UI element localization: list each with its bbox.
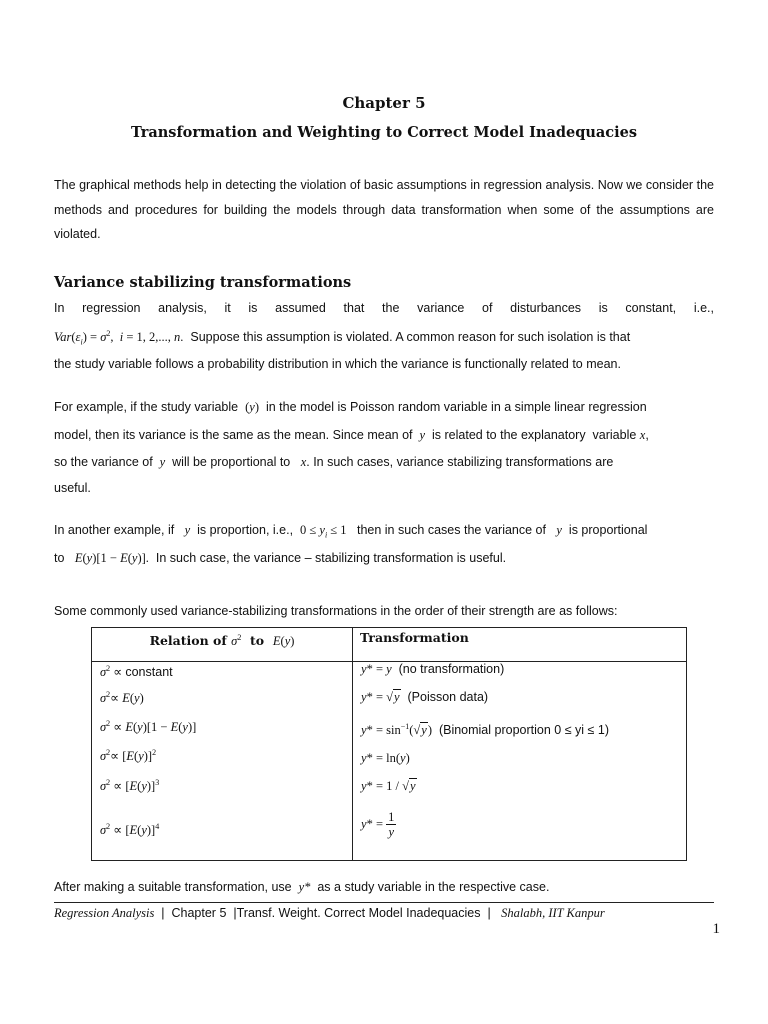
- header-transformation: Transformation: [353, 628, 687, 662]
- transformation-row-2: y* = √y (Poisson data): [361, 690, 489, 704]
- relation-column: [92, 662, 353, 861]
- footer-chapter: Chapter 5: [171, 906, 227, 920]
- p2-line2: model, then its variance is the same as the mean. Since mean of y is related to the explanatory variable x,: [54, 428, 649, 442]
- p5-line: After making a suitable transformation, use y* as a study variable in the respective case.: [54, 880, 550, 894]
- relation-row-1: $\sigma^2$ ∝ constant: [100, 664, 173, 680]
- chapter-label: Chapter 5: [342, 94, 426, 112]
- p1-line2: $Var(\varepsilon_i) = \sigma^2$, i = 1, 2,..., n. Suppose this assumption is violated. A common reason for such isolation is that: [54, 329, 631, 347]
- footer-topic: Transf. Weight. Correct Model Inadequacies: [236, 906, 481, 920]
- header-relation: Relation of $\sigma^2$ to E(y): [92, 628, 353, 662]
- footer: Regression Analysis | Chapter 5 |Transf. Weight. Correct Model Inadequacies | Shalabh, IIT Kanpur: [54, 906, 605, 920]
- page-number: 1: [712, 921, 720, 937]
- transformation-row-5: y* = 1 / √y: [361, 779, 416, 793]
- transformation-table: [91, 627, 687, 861]
- p1-var-formula: Var: [54, 330, 72, 345]
- p2-line1: For example, if the study variable (y) in the model is Poisson random variable in a simple linear regression: [54, 400, 647, 414]
- fraction-one-over-y: $\frac{1}{y}$: [388, 810, 395, 839]
- table-header-row: [92, 628, 687, 662]
- p1-line2-text: Suppose this assumption is violated. A common reason for such isolation is that: [190, 330, 631, 345]
- footer-author: Shalabh, IIT Kanpur: [501, 906, 605, 920]
- footer-rule: [54, 902, 714, 903]
- footer-course: Regression Analysis: [54, 906, 155, 920]
- relation-row-4: $\sigma^2\propto [E(y)]^2$: [100, 748, 157, 764]
- transformation-column: [353, 662, 687, 861]
- transformation-row-4: y* = ln(y): [361, 751, 410, 765]
- p2-line3: so the variance of y will be proportional to x. In such cases, variance stabilizing transformations are: [54, 455, 614, 469]
- p3-line1: In another example, if y is proportion, i.e., $0 \le y_i \le 1$ then in such cases the variance of y is proportional: [54, 523, 648, 540]
- relation-row-6: $\sigma^2 \propto [E(y)]^4$: [100, 822, 160, 838]
- transformation-row-1: y* = y (no transformation): [361, 662, 505, 676]
- relation-row-2: $\sigma^2\propto E(y)$: [100, 690, 144, 706]
- relation-row-3: $\sigma^2 \propto E(y)[1 - E(y)]$: [100, 719, 197, 735]
- chapter-title: Transformation and Weighting to Correct Model Inadequacies: [130, 124, 638, 141]
- p2-line4: useful.: [54, 481, 91, 495]
- table-body-row: [92, 662, 687, 861]
- p4-line: Some commonly used variance-stabilizing transformations in the order of their strength are as follows:: [54, 604, 618, 618]
- p3-line2: to E(y)[1 − E(y)]. In such case, the variance – stabilizing transformation is useful.: [54, 551, 507, 565]
- p1-line1: In regression analysis, it is assumed that the variance of disturbances is constant, i.e.,: [54, 301, 714, 315]
- transformation-row-6: y* = $\frac{1}{y}$: [361, 810, 395, 839]
- relation-row-5: $\sigma^2 \propto [E(y)]^3$: [100, 778, 160, 794]
- intro-paragraph: The graphical methods help in detecting the violation of basic assumptions in regression analysis. Now we consider the methods and procedures for building the models through data transformation when some of the assumptions are violated.: [54, 178, 714, 241]
- transformation-row-3: $y* = \sin^{-1}(√y)$ (Binomial proportion 0 ≤ yi ≤ 1): [361, 722, 609, 738]
- p1-line3: the study variable follows a probability distribution in which the variance is functionally related to mean.: [54, 357, 621, 371]
- section-heading: Variance stabilizing transformations: [54, 274, 352, 291]
